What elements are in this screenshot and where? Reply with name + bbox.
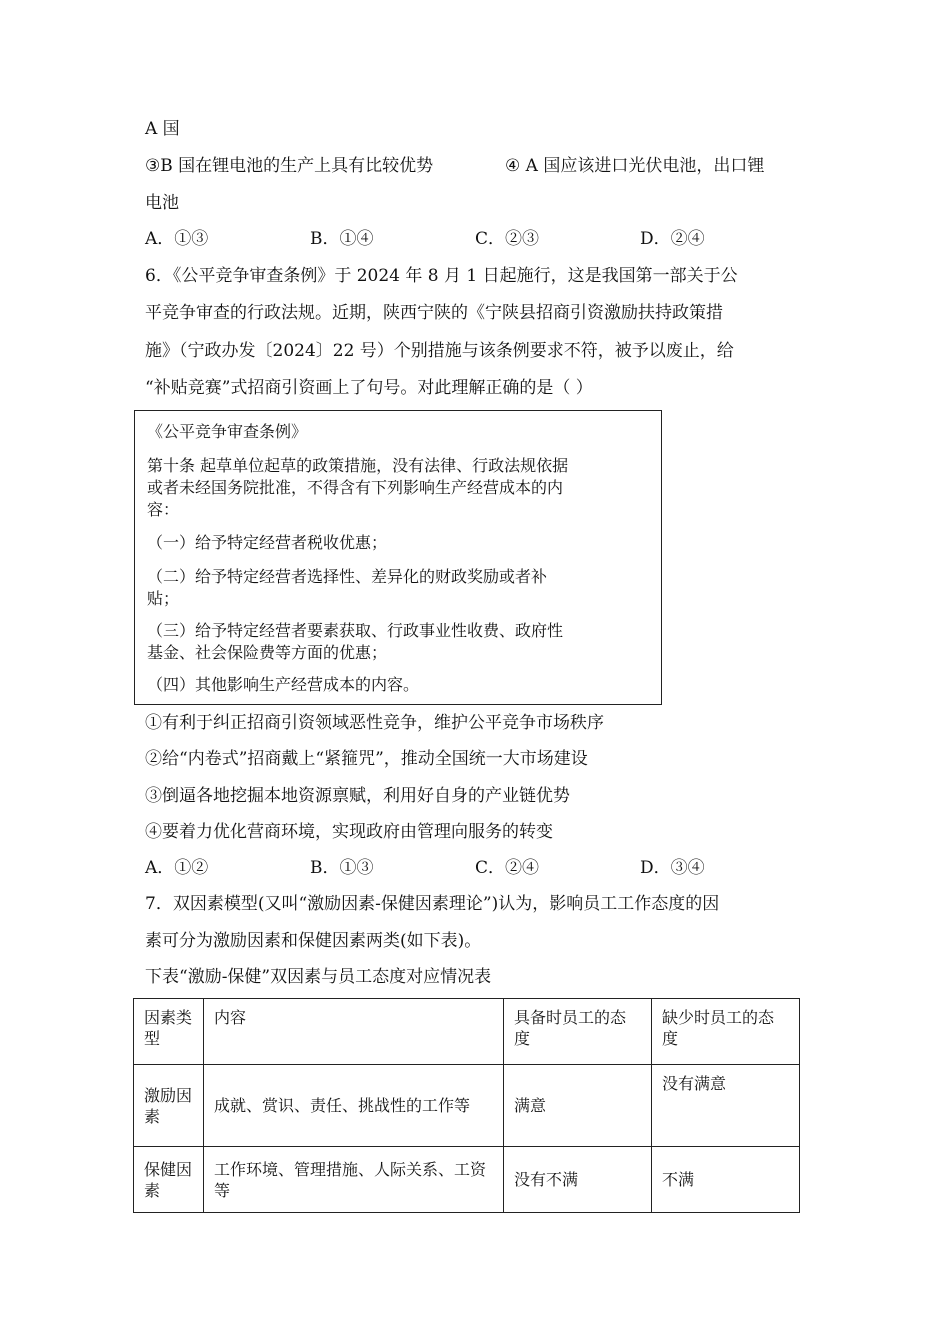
table-cell: 满意 <box>504 1065 652 1147</box>
q6-stem-line-4: “补贴竞赛”式招商引资画上了句号。对此理解正确的是（ ） <box>145 378 593 398</box>
q6-stem-line-3: 施》（宁政办发〔2024〕22 号）个别措施与该条例要求不符，被予以废止，给 <box>145 341 734 361</box>
table-cell: 没有满意 <box>652 1065 800 1147</box>
table-row <box>134 1147 800 1213</box>
q6-stem-line-1: 6．《公平竞争审查条例》于 2024 年 8 月 1 日起施行，这是我国第一部关于公 <box>145 266 738 286</box>
table-header-cell: 内容 <box>204 999 504 1065</box>
table-cell: 激励因素 <box>134 1065 204 1147</box>
q5-option-c[interactable]: C．②③ <box>475 229 540 249</box>
table-cell: 没有不满 <box>504 1147 652 1213</box>
table-caption: 下表“激励-保健”双因素与员工态度对应情况表 <box>145 967 492 987</box>
q7-stem-line-1: 7．双因素模型(又叫“激励因素-保健因素理论”)认为，影响员工工作态度的因 <box>145 894 720 914</box>
box-title: 《公平竞争审查条例》 <box>147 422 308 441</box>
q6-statement-3: ③倒逼各地挖掘本地资源禀赋，利用好自身的产业链优势 <box>145 786 570 806</box>
table-cell: 工作环境、管理措施、人际关系、工资等 <box>204 1147 504 1213</box>
q6-statement-1: ①有利于纠正招商引资领域恶性竞争，维护公平竞争市场秩序 <box>145 713 604 733</box>
q6-option-d[interactable]: D．③④ <box>640 858 705 878</box>
box-line: （三）给予特定经营者要素获取、行政事业性收费、政府性 <box>147 621 564 640</box>
table-header-row <box>134 999 800 1065</box>
box-line: 基金、社会保险费等方面的优惠； <box>147 643 388 662</box>
box-line: 容： <box>147 500 180 519</box>
q6-statement-2: ②给“内卷式”招商戴上“紧箍咒”，推动全国统一大市场建设 <box>145 749 588 769</box>
box-line: 或者未经国务院批准，不得含有下列影响生产经营成本的内 <box>147 478 564 497</box>
table-header-cell: 因素类型 <box>134 999 204 1065</box>
q5-statement-3: ③B 国在锂电池的生产上具有比较优势 <box>145 156 434 176</box>
table-header-cell: 缺少时员工的态度 <box>652 999 800 1065</box>
table-cell: 成就、赏识、责任、挑战性的工作等 <box>204 1065 504 1147</box>
regulation-excerpt-box <box>134 410 662 705</box>
q6-option-b[interactable]: B．①③ <box>310 858 374 878</box>
box-line: 第十条 起草单位起草的政策措施，没有法律、行政法规依据 <box>147 456 569 475</box>
table-header-cell: 具备时员工的态度 <box>504 999 652 1065</box>
q7-stem-line-2: 素可分为激励因素和保健因素两类(如下表)。 <box>145 931 482 951</box>
table-row <box>134 1065 800 1147</box>
q5-option-d[interactable]: D．②④ <box>640 229 705 249</box>
q5-statement-4: ④ A 国应该进口光伏电池，出口锂 <box>505 156 765 176</box>
table-cell: 不满 <box>652 1147 800 1213</box>
q5-line-a: A 国 <box>145 119 180 139</box>
box-line: （二）给予特定经营者选择性、差异化的财政奖励或者补 <box>147 567 548 586</box>
box-line: 贴； <box>147 589 180 608</box>
box-line: （一）给予特定经营者税收优惠； <box>147 533 388 552</box>
q5-option-b[interactable]: B．①④ <box>310 229 374 249</box>
factor-table <box>133 998 800 1213</box>
q6-option-c[interactable]: C．②④ <box>475 858 540 878</box>
q5-option-a[interactable]: A．①③ <box>145 229 209 249</box>
q6-option-a[interactable]: A．①② <box>145 858 209 878</box>
q6-stem-line-2: 平竞争审查的行政法规。近期，陕西宁陕的《宁陕县招商引资激励扶持政策措 <box>145 303 723 323</box>
table-cell: 保健因素 <box>134 1147 204 1213</box>
box-line: （四）其他影响生产经营成本的内容。 <box>147 675 420 694</box>
q6-statement-4: ④要着力优化营商环境，实现政府由管理向服务的转变 <box>145 822 553 842</box>
q5-statement-4-cont: 电池 <box>145 193 179 213</box>
